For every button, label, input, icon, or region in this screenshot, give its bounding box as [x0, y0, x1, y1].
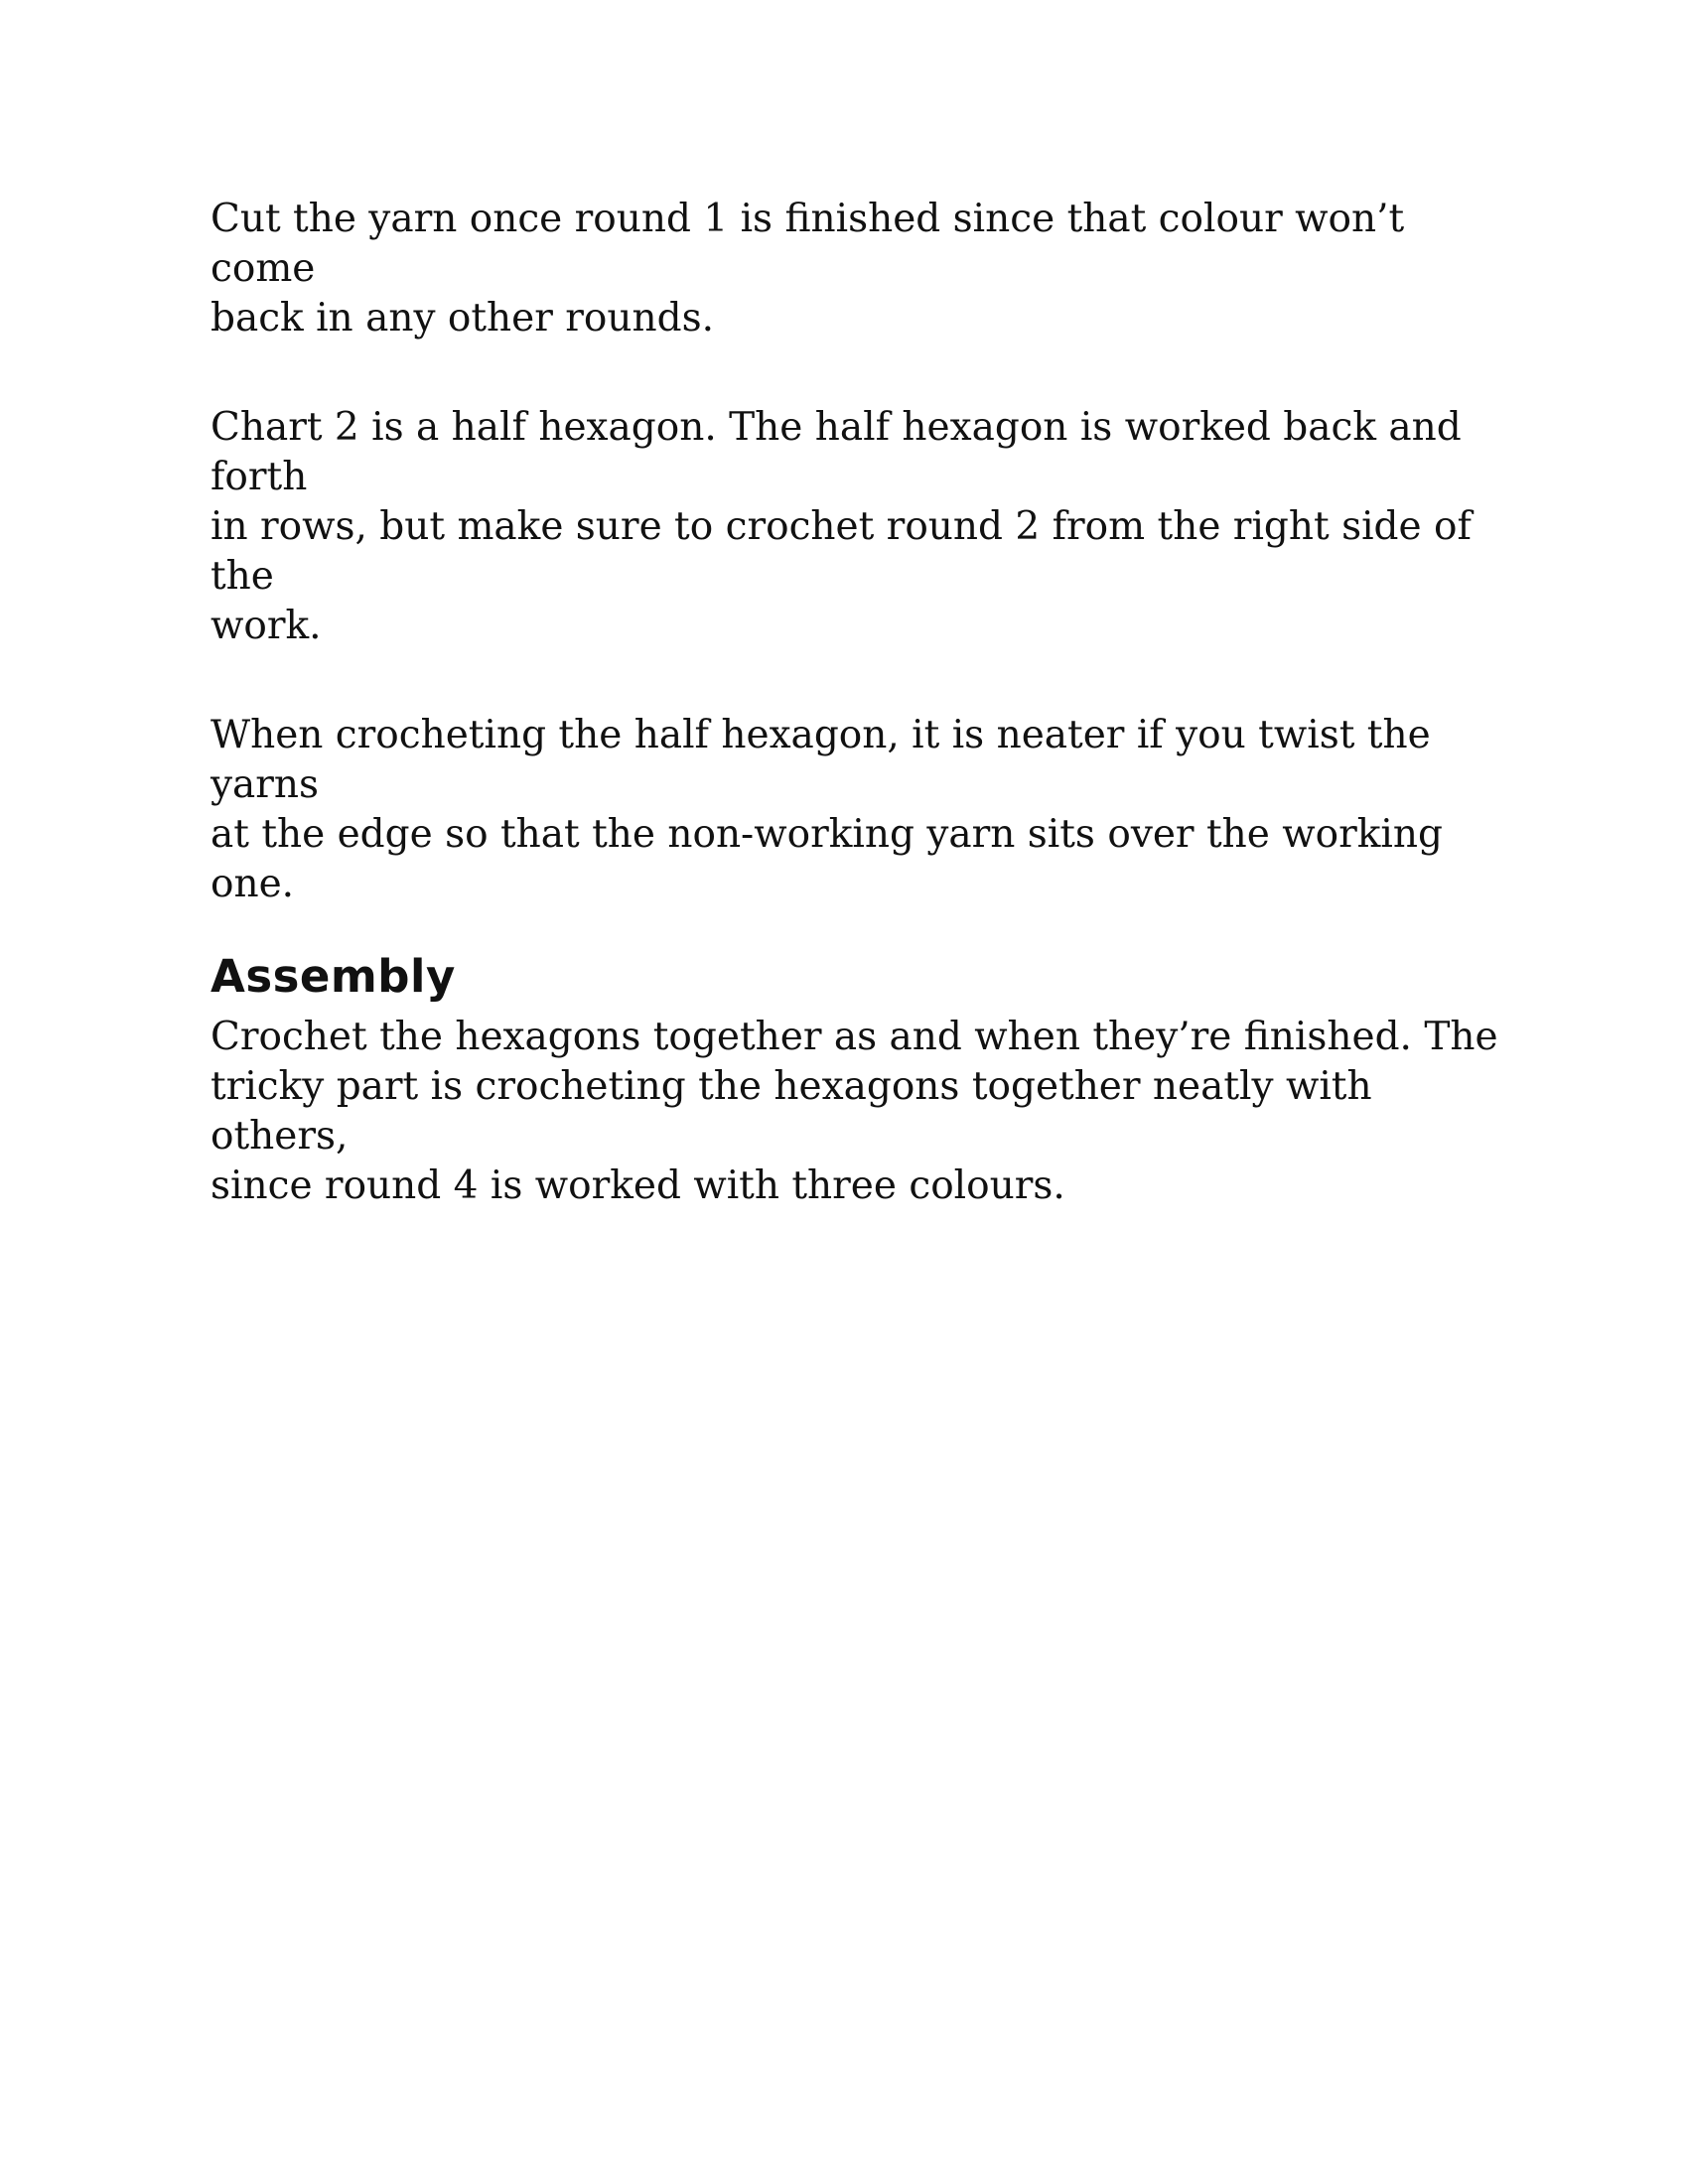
paragraph-assembly: Crochet the hexagons together as and when they’re finished. The tricky part is crocheting the hexagons together neatly with others, since round 4 is worked with three colours. — [211, 1015, 1498, 1208]
paragraph-cut-yarn: Cut the yarn once round 1 is finished since that colour won’t come back in any other rounds. — [211, 197, 1405, 341]
paragraph-chart-2: Chart 2 is a half hexagon. The half hexagon is worked back and forth in rows, but make sure to crochet round 2 from the right side of the work. — [211, 405, 1472, 648]
document-page — [211, 195, 1501, 1211]
paragraph-twist-yarns: When crocheting the half hexagon, it is neater if you twist the yarns at the edge so that the non-working yarn sits over the working one. — [211, 713, 1443, 906]
section-heading-assembly: Assembly — [211, 950, 456, 1003]
